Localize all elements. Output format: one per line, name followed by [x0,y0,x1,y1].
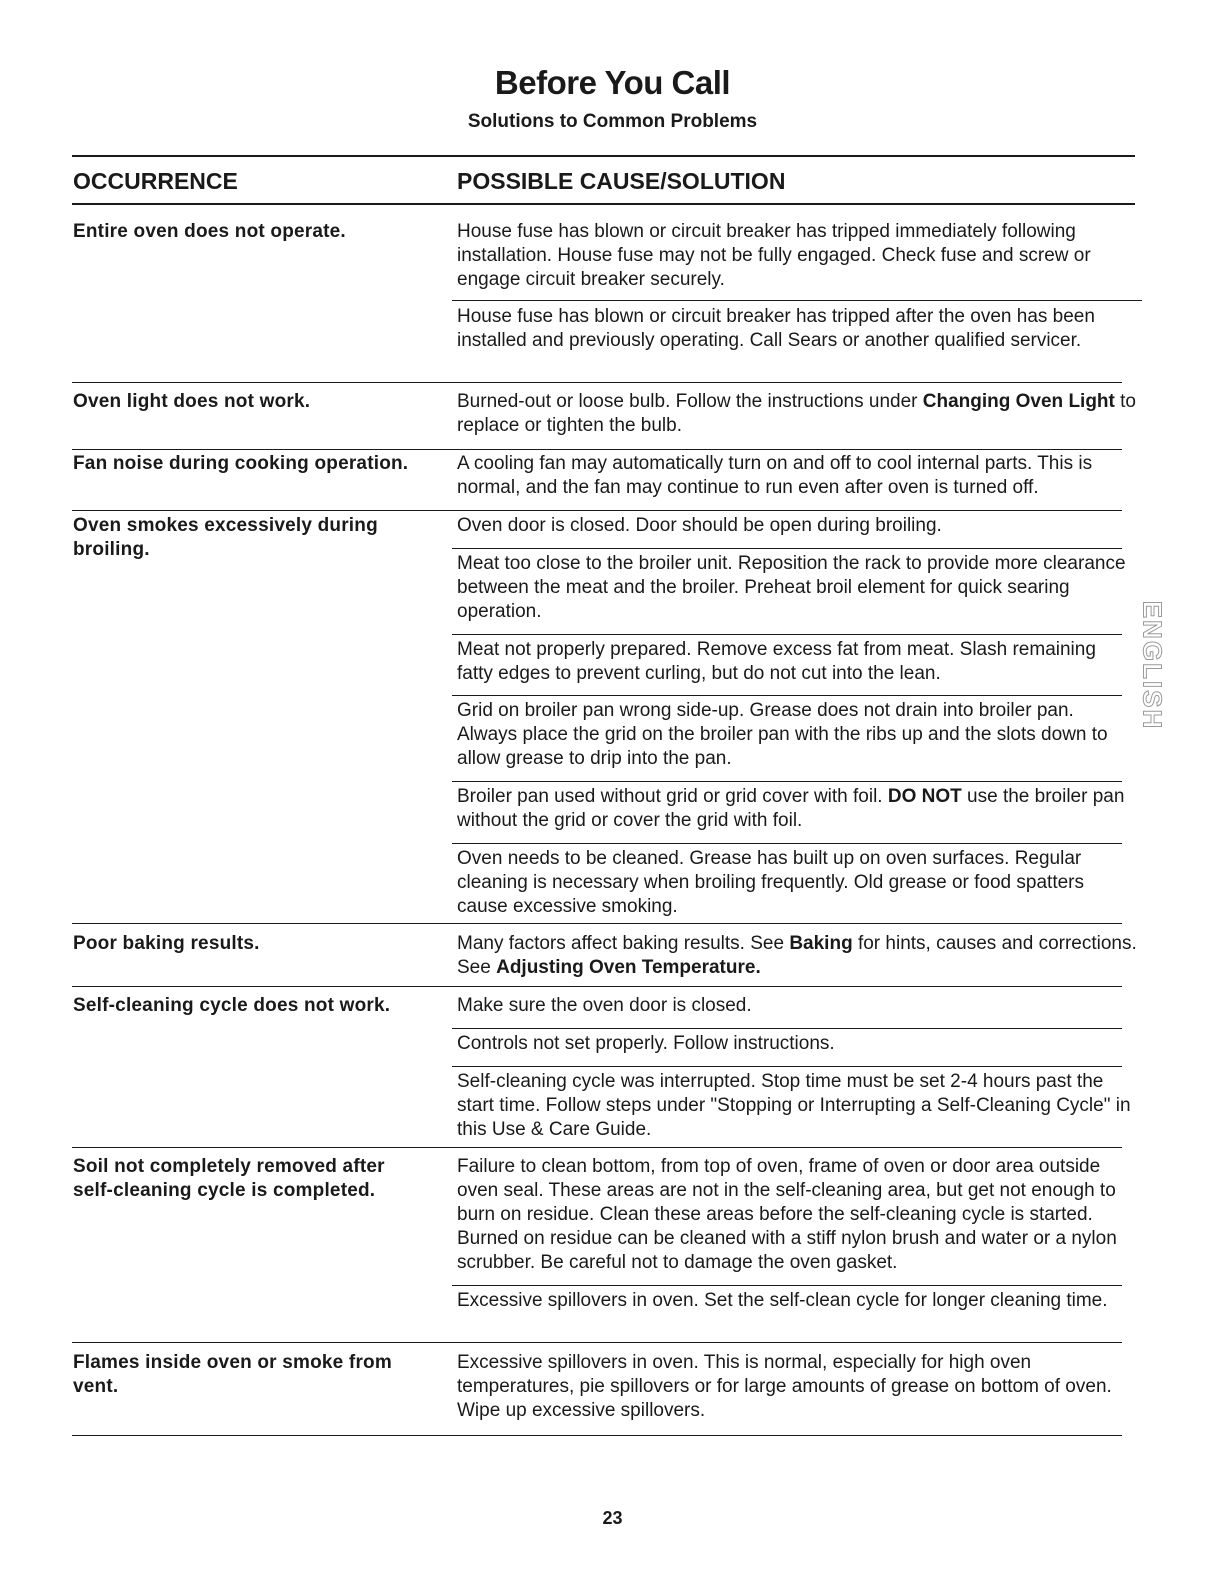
solution-text: Make sure the oven door is closed. [457,995,752,1016]
solution-text: A cooling fan may automatically turn on and off to cool internal parts. This is normal, and the fan may continue to run even after oven is turned off. [457,453,1093,498]
row-divider [72,1147,1122,1148]
occurrence-label: Self-cleaning cycle does not work. [73,995,391,1016]
solution-text: Grid on broiler pan wrong side-up. Grease does not drain into broiler pan. Always place the grid on the broiler pan with the ribs up and the slots down to allow grease to drip into the pan. [457,700,1108,769]
solution-divider [452,1028,1122,1029]
solution-text: Excessive spillovers in oven. This is normal, especially for high oven temperatures, pie spillovers or for large amounts of grease on bottom of oven. Wipe up excessive spillovers. [457,1352,1112,1421]
occurrence-label: Flames inside oven or smoke from vent. [73,1352,392,1397]
page-number: 23 [602,1508,623,1528]
row-divider [72,1435,1122,1436]
row-divider [72,986,1122,987]
solution-text: Oven needs to be cleaned. Grease has built up on oven surfaces. Regular cleaning is necessary when broiling frequently. Old grease or food spatters cause excessive smoking. [457,848,1084,917]
occurrence-label: Poor baking results. [73,933,260,954]
solution-text: House fuse has blown or circuit breaker has tripped after the oven has been installed and previously operating. Call Sears or another qualified servicer. [457,306,1095,351]
occurrence-label: Oven light does not work. [73,391,311,412]
solution-divider [452,843,1122,844]
page-subtitle: Solutions to Common Problems [467,111,758,132]
solution-divider [452,1066,1122,1067]
occurrence-label: Fan noise during cooking operation. [73,453,409,474]
solution-text: Many factors affect baking results. See Baking for hints, causes and corrections. See Adjusting Oven Temperature. [457,933,1137,978]
row-divider [72,1342,1122,1343]
occurrence-label: Entire oven does not operate. [73,221,346,242]
solution-text: Excessive spillovers in oven. Set the self-clean cycle for longer cleaning time. [457,1290,1108,1311]
page-title: Before You Call [494,64,731,101]
row-divider [72,382,1122,383]
occurrence-label: Oven smokes excessively during broiling. [73,515,378,560]
solution-text: Meat not properly prepared. Remove excess fat from meat. Slash remaining fatty edges to prevent curling, but do not cut into the lean. [457,639,1096,684]
solution-text: Meat too close to the broiler unit. Reposition the rack to provide more clearance between the meat and the broiler. Preheat broil element for quick searing operation. [457,553,1126,622]
row-divider [72,510,1122,511]
language-side-tab: ENGLISH [1137,600,1168,730]
solution-text: Controls not set properly. Follow instructions. [457,1033,835,1054]
row-divider [72,923,1122,924]
solution-text: Self-cleaning cycle was interrupted. Stop time must be set 2-4 hours past the start time. Follow steps under "Stopping or Interrupting a Self-Cleaning Cycle" in this Use & Care Guide. [457,1071,1131,1140]
solution-divider [452,300,1142,301]
solution-text: Oven door is closed. Door should be open during broiling. [457,515,942,536]
solution-text: Broiler pan used without grid or grid cover with foil. DO NOT use the broiler pan without the grid or cover the grid with foil. [457,786,1125,831]
row-divider [72,449,1122,450]
solution-divider [452,634,1122,635]
solution-column-header: POSSIBLE CAUSE/SOLUTION [457,168,786,194]
solution-divider [452,548,1122,549]
solution-text: Burned-out or loose bulb. Follow the instructions under Changing Oven Light to replace or tighten the bulb. [457,391,1136,436]
solution-text: Failure to clean bottom, from top of oven, frame of oven or door area outside oven seal. These areas are not in the self-cleaning area, but get not enough to burn on residue. Clean these areas before the self-cleaning cycle is started. Burned on residue can be cleaned with a stiff nylon brush and water or a nylon scrubber. Be careful not to damage the oven gasket. [457,1156,1117,1273]
solution-divider [452,1285,1122,1286]
occurrence-label: Soil not completely removed after self-cleaning cycle is completed. [73,1156,385,1201]
occurrence-column-header: OCCURRENCE [73,168,238,194]
solution-divider [452,695,1122,696]
solution-divider [452,781,1122,782]
solution-text: House fuse has blown or circuit breaker has tripped immediately following installation. House fuse may not be fully engaged. Check fuse and screw or engage circuit breaker securely. [457,221,1091,290]
